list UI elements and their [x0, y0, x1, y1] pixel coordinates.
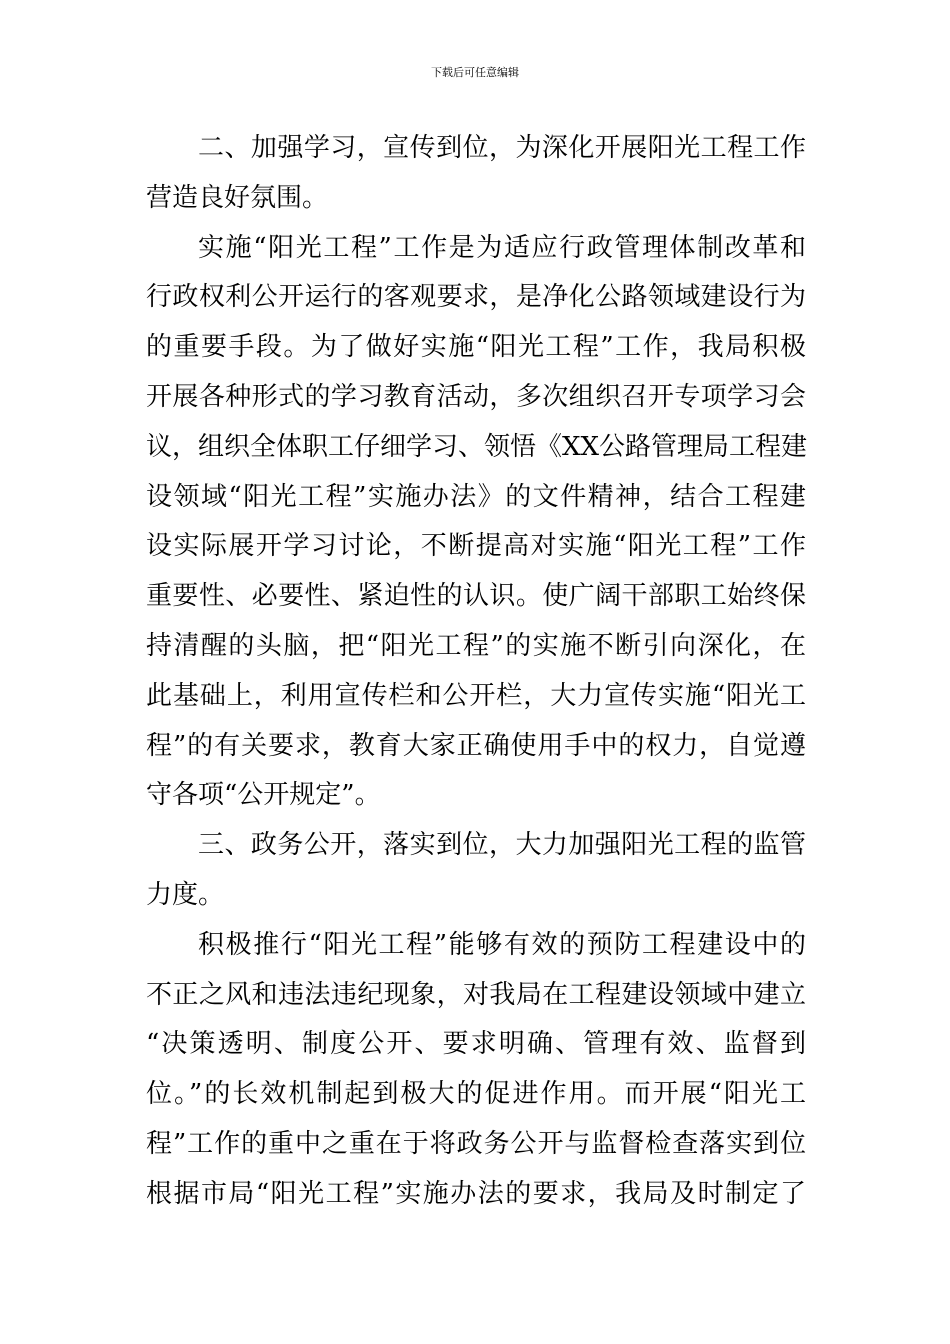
text-line: 行政权利公开运行的客观要求，是净化公路领域建设行为: [146, 282, 806, 313]
text-line: 二、加强学习，宣传到位，为深化开展阳光工程工作: [198, 133, 806, 163]
text-line: 三、政务公开，落实到位，大力加强阳光工程的监管: [198, 830, 806, 861]
text-line: 程”工作的重中之重在于将政务公开与监督检查落实到位: [146, 1128, 806, 1159]
text-line: 力度。: [146, 879, 225, 910]
text-line: 此基础上，利用宣传栏和公开栏，大力宣传实施“阳光工: [146, 680, 806, 711]
page-header-note: 下载后可任意编辑: [431, 66, 519, 79]
text-line: 设实际展开学习讨论，不断提高对实施“阳光工程”工作: [146, 531, 806, 562]
text-line: 根据市局“阳光工程”实施办法的要求，我局及时制定了: [146, 1178, 806, 1209]
text-line: 积极推行“阳光工程”能够有效的预防工程建设中的: [198, 929, 806, 960]
text-line: 不正之风和违法违纪现象，对我局在工程建设领域中建立: [146, 979, 806, 1010]
text-line: 重要性、必要性、紧迫性的认识。使广阔干部职工始终保: [146, 581, 806, 612]
text-line: 议，组织全体职工仔细学习、领悟《XX公路管理局工程建: [146, 431, 808, 462]
text-line: 开展各种形式的学习教育活动，多次组织召开专项学习会: [146, 381, 806, 412]
text-line: 守各项“公开规定”。: [146, 780, 381, 811]
text-line: 设领域“阳光工程”实施办法》的文件精神，结合工程建: [146, 481, 806, 512]
text-line: 持清醒的头脑，把“阳光工程”的实施不断引向深化，在: [146, 630, 806, 661]
text-line: 的重要手段。为了做好实施“阳光工程”工作，我局积极: [146, 332, 806, 363]
text-line: “决策透明、制度公开、要求明确、管理有效、监督到: [146, 1029, 806, 1060]
document-body: [146, 124, 806, 1220]
text-line: 营造良好氛围。: [146, 182, 329, 213]
text-line: 位。”的长效机制起到极大的促进作用。而开展“阳光工: [146, 1079, 806, 1110]
text-line: 实施“阳光工程”工作是为适应行政管理体制改革和: [198, 232, 806, 263]
text-line: 程”的有关要求，教育大家正确使用手中的权力，自觉遵: [146, 730, 806, 761]
